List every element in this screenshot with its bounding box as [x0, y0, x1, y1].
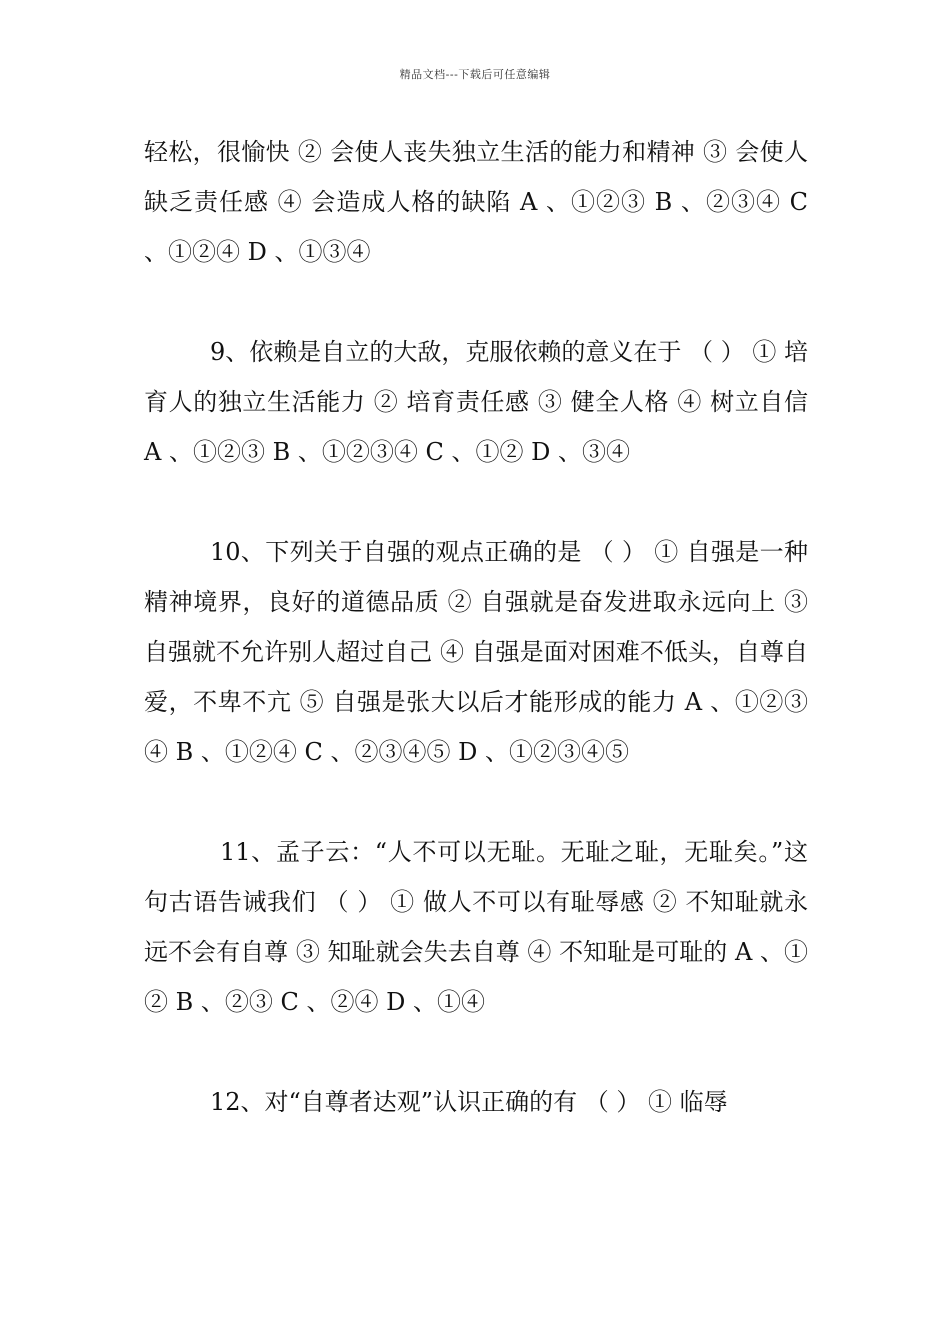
question-12: 12、对“自尊者达观”认识正确的有 （ ） ① 临辱	[210, 1088, 728, 1116]
question-9: 9、依赖是自立的大敌，克服依赖的意义在于 （ ） ① 培育人的独立生活能力 ② 培育责任感 ③ 健全人格 ④ 树立自信 A 、①②③ B 、①②③④ C 、①② D 、③④	[144, 338, 808, 466]
document-body	[144, 127, 808, 1127]
paragraph-gap	[144, 477, 808, 527]
question-10: 10、下列关于自强的观点正确的是 （ ） ① 自强是一种精神境界，良好的道德品质 ② 自强就是奋发进取永远向上 ③ 自强就不允许别人超过自己 ④ 自强是面对困难不低头，自尊自爱，不卑不亢 ⑤ 自强是张大以后才能形成的能力 A 、①②③④ B 、①②④ C 、②③④⑤ D 、①②③④⑤	[144, 538, 808, 766]
question-11: 11、孟子云：“人不可以无耻。无耻之耻，无耻矣。”这句古语告诫我们 （ ） ① 做人不可以有耻辱感 ② 不知耻就永远不会有自尊 ③ 知耻就会失去自尊 ④ 不知耻是可耻的 A 、①② B 、②③ C 、②④ D 、①④	[144, 838, 808, 1016]
paragraph-continued: 轻松，很愉快 ② 会使人丧失独立生活的能力和精神 ③ 会使人缺乏责任感 ④ 会造成人格的缺陷 A 、①②③ B 、②③④ C 、①②④ D 、①③④	[144, 138, 808, 266]
paragraph-gap	[144, 1027, 808, 1077]
page-header: 精品文档---下载后可任意编辑	[399, 68, 551, 81]
paragraph-gap	[144, 277, 808, 327]
paragraph-gap	[144, 777, 808, 827]
